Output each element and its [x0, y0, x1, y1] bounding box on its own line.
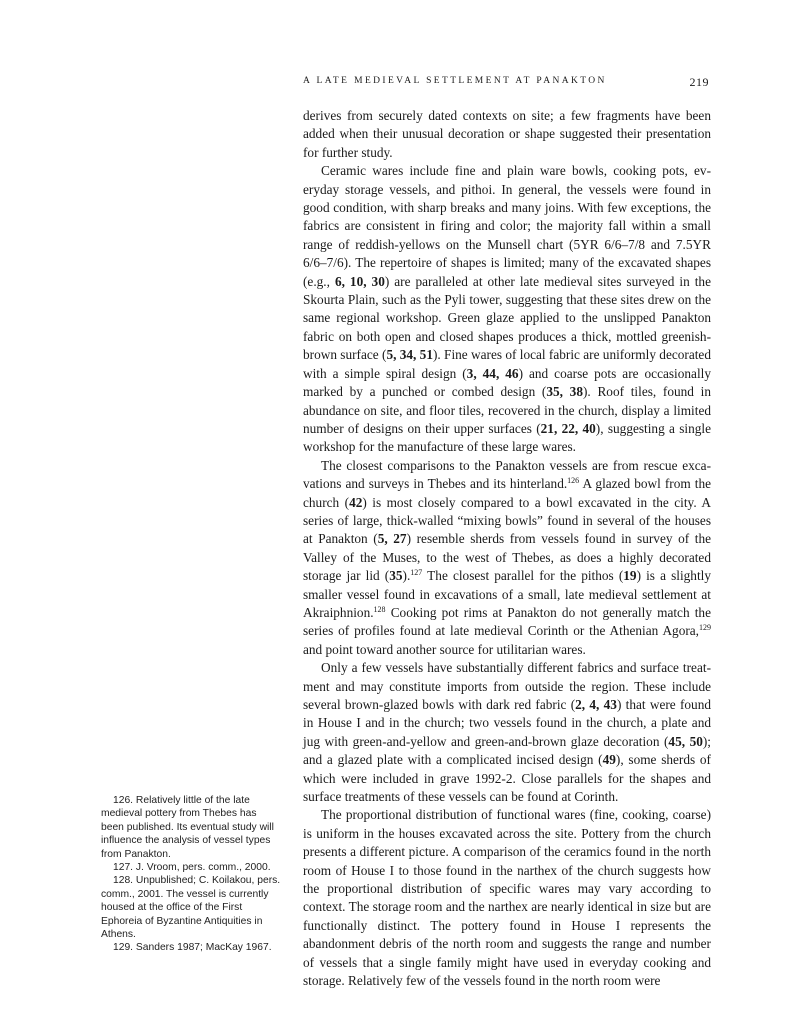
text-run: ); and a glazed plate with a complicated incised design ( — [303, 733, 711, 768]
page-number: 219 — [689, 75, 709, 89]
catalogue-reference: 2, 4, 43 — [575, 697, 617, 712]
text-run: ) that were found in House I and in the church; two vessels found in the church, a plate and jug with green-and-yellow and green-and-brown glaze decoration ( — [303, 697, 711, 749]
text-run: ) and coarse pots are occasionally marked by a punched or combed design ( — [303, 365, 711, 400]
catalogue-reference: 3, 44, 46 — [466, 365, 519, 381]
footnote-marker: 126 — [567, 476, 580, 486]
catalogue-reference: 45, 50 — [668, 733, 703, 749]
footnote-marker: 129 — [699, 623, 711, 633]
catalogue-reference: 6, 10, 30 — [334, 273, 385, 289]
footnote-marker: 128 — [373, 604, 386, 614]
text-run: ) resemble sherds from vessels found in survey of the Valley of the Muses, to the west of Thebes, as does a highly decorated storage jar lid ( — [303, 531, 712, 584]
body-paragraph — [303, 806, 711, 990]
text-run: ). — [402, 568, 411, 584]
text-run: ) are paralleled at other late medieval sites surveyed in the Skourta Plain, such as the Pyli tower, suggesting that these sites drew on the same regional workshop. Green glaze applied to the unslipped Panakton fabric on both open and closed shapes produces a thick, mottled greenish-brown surface ( — [303, 273, 711, 363]
catalogue-reference: 35 — [389, 568, 403, 584]
text-run: ). Roof tiles, found in abundance on site, and floor tiles, recovered in the church, display a limited number of designs on their upper surfaces ( — [303, 384, 711, 436]
text-run: The closest parallel for the pithos ( — [422, 568, 624, 584]
catalogue-reference: 49 — [602, 752, 616, 768]
catalogue-reference: 5, 34, 51 — [386, 347, 433, 363]
text-run: The proportional distribution of functional wares (fine, cooking, coarse) is uniform in the houses excavated across the site. Pottery from the church presents a different picture. A comparison of the ceramics found in the north room of House I to those found in the narthex of the church suggests how the proportional distribution of specific wares may vary according to context. The storage room and the narthex are nearly identical in size but are functionally distinct. The pottery found in House I represents the abandonment debris of the north room and suggests the range and number of vessels that a single family might have used in everyday cooking and storage. Relatively few of the vessels found in the north room were — [303, 807, 711, 989]
body-paragraph — [303, 659, 711, 806]
footnote: 129. Sanders 1987; MacKay 1967. — [113, 942, 272, 954]
footnote: 126. Relatively little of the late medieval pottery from Thebes has been published. Its eventual study will influence the analysis of vessel types from Panakton. — [101, 795, 274, 860]
catalogue-reference: 5, 27 — [377, 531, 407, 547]
text-run: ) is most closely compared to a bowl excavated in the city. A series of large, thick-walled “mixing bowls” found in several of the houses at Panakton ( — [303, 494, 711, 547]
footnote: 127. J. Vroom, pers. comm., 2000. — [113, 862, 271, 874]
body-paragraph — [303, 457, 711, 659]
text-run: and point toward another source for utilitarian wares. — [303, 641, 586, 657]
text-run: ), suggesting a single workshop for the manufacture of these large wares. — [303, 420, 712, 455]
body-paragraph — [303, 107, 711, 162]
text-run: Cooking pot rims at Panakton do not generally match the series of profiles found at late medieval Corinth or the Athenian Agora, — [303, 604, 711, 639]
body-paragraph — [303, 162, 711, 457]
text-run: Ceramic wares include fine and plain ware bowls, cooking pots, everyday storage vessels, and pithoi. In general, the vessels were found in good condition, with sharp breaks and many joins. With few exceptions, the fabrics are consistent in firing and color; the majority fall within a small range of reddish-yellows on the Munsell chart (5YR 6/6–7/8 and 7.5YR 6/6–7/6). The repertoire of shapes is limited; many of the excavated shapes (e.g., — [303, 163, 711, 289]
text-run: ). Fine wares of local fabric are uniformly decorated with a simple spiral design ( — [303, 347, 711, 381]
catalogue-reference: 35, 38 — [546, 384, 583, 400]
catalogue-reference: 19 — [623, 568, 637, 584]
text-run: A glazed bowl from the church ( — [303, 476, 712, 510]
main-text-column — [303, 107, 711, 991]
footnotes-column — [101, 794, 281, 955]
running-header — [303, 76, 709, 92]
footnote: 128. Unpublished; C. Koilakou, pers. comm., 2001. The vessel is currently housed at the office of the First Ephoreia of Byzantine Antiquities in Athens. — [101, 875, 281, 941]
text-run: ), some sherds of which were included in grave 1992-2. Close parallels for the shapes and surface treatments of these vessels can be found at Corinth. — [303, 752, 711, 805]
footnote-marker: 127 — [410, 568, 423, 578]
text-run: ) is a slightly smaller vessel found in excavations of a small, late medieval settlement at Akraiphnion. — [303, 568, 711, 620]
text-run: The closest comparisons to the Panakton vessels are from rescue excavations and surveys in Thebes and its hinterland. — [303, 457, 711, 492]
catalogue-reference: 42 — [349, 494, 363, 510]
catalogue-reference: 21, 22, 40 — [540, 420, 596, 436]
running-title: A LATE MEDIEVAL SETTLEMENT AT PANAKTON — [303, 76, 607, 86]
text-run: Only a few vessels have substantially different fabrics and surface treatment and may constitute imports from outside the region. These include several brown-glazed bowls with dark red fabric ( — [303, 660, 711, 712]
text-run: derives from securely dated contexts on site; a few fragments have been added when their unusual decoration or shape suggested their presentation for further study. — [303, 108, 711, 160]
